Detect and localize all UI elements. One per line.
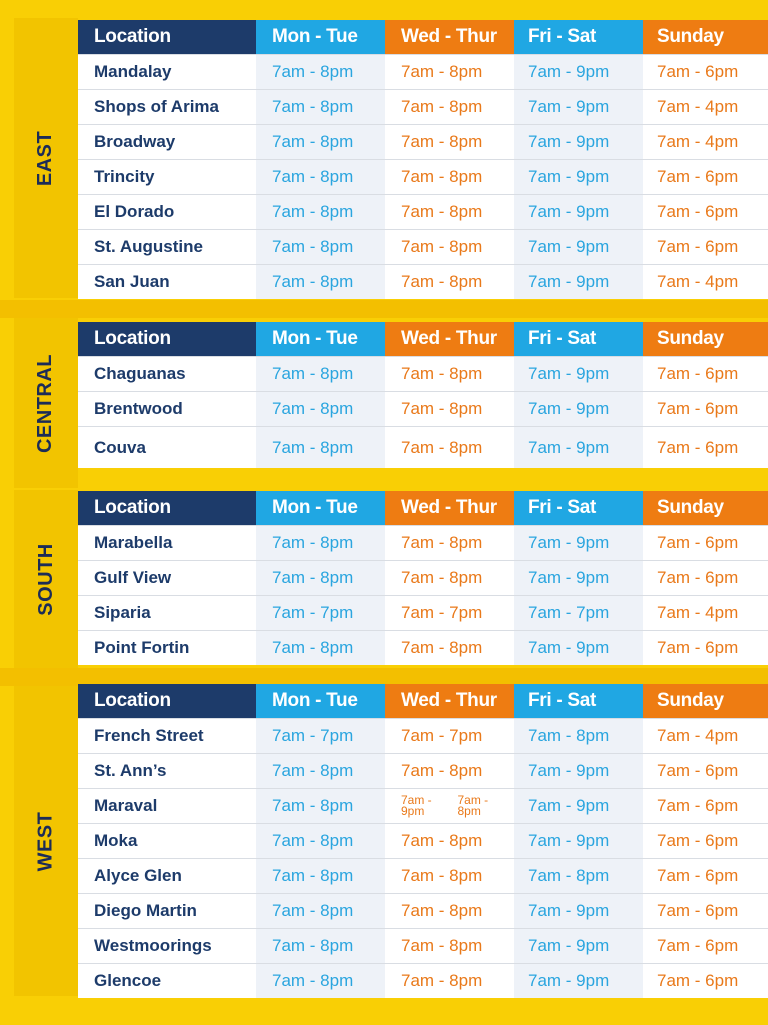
- hours-wed-thur: 7am - 8pm: [401, 364, 483, 383]
- hours-fri-sat: 7am - 8pm: [514, 719, 643, 753]
- table-row: [78, 391, 768, 426]
- header-wed-thur: Wed - Thur: [385, 491, 514, 525]
- region-label-west: [14, 686, 78, 996]
- hours-sunday: 7am - 6pm: [657, 831, 739, 850]
- location-name: French Street: [94, 726, 204, 745]
- hours-fri-sat: 7am - 9pm: [514, 789, 643, 823]
- hours-fri-sat: 7am - 9pm: [514, 427, 643, 468]
- region-label-text: WEST: [34, 811, 57, 871]
- table-row: [78, 753, 768, 788]
- hours-sunday: 7am - 6pm: [657, 866, 739, 885]
- hours-fri-sat: 7am - 9pm: [514, 357, 643, 391]
- header-fri-sat: Fri - Sat: [514, 20, 643, 54]
- hours-wed-thur: 7am - 8pm: [401, 901, 483, 920]
- hours-sunday: 7am - 6pm: [657, 568, 739, 587]
- hours-mon-tue: 7am - 8pm: [256, 526, 385, 560]
- location-name: El Dorado: [94, 202, 175, 221]
- table-row: [78, 928, 768, 963]
- header-fri-sat: Fri - Sat: [514, 322, 643, 356]
- location-name: Moka: [94, 831, 138, 850]
- hours-mon-tue: 7am - 8pm: [256, 631, 385, 665]
- region-label-text: EAST: [34, 130, 57, 186]
- hours-fri-sat: 7am - 9pm: [514, 964, 643, 998]
- hours-fri-sat: 7am - 9pm: [514, 526, 643, 560]
- hours-wed-thur: 7am - 8pm: [401, 568, 483, 587]
- hours-sunday: 7am - 4pm: [657, 132, 739, 151]
- hours-sunday: 7am - 6pm: [657, 533, 739, 552]
- schedule-table-east: [78, 20, 768, 299]
- hours-sunday: 7am - 6pm: [657, 62, 739, 81]
- schedule-table-central: [78, 322, 768, 468]
- header-location: Location: [78, 684, 256, 718]
- table-row: [78, 595, 768, 630]
- hours-mon-tue: 7am - 8pm: [256, 125, 385, 159]
- table-row: [78, 229, 768, 264]
- hours-mon-tue: 7am - 8pm: [256, 392, 385, 426]
- header-sunday: Sunday: [643, 491, 768, 525]
- hours-mon-tue: 7am - 8pm: [256, 964, 385, 998]
- hours-wed-thur-split: [385, 789, 514, 823]
- hours-sunday: 7am - 6pm: [657, 399, 739, 418]
- hours-fri-sat: 7am - 9pm: [514, 230, 643, 264]
- hours-fri-sat: 7am - 9pm: [514, 929, 643, 963]
- location-name: St. Augustine: [94, 237, 203, 256]
- location-name: Shops of Arima: [94, 97, 219, 116]
- location-name: Mandalay: [94, 62, 172, 81]
- hours-wed-thur: 7am - 8pm: [401, 971, 483, 990]
- hours-fri-sat: 7am - 9pm: [514, 160, 643, 194]
- hours-fri-sat: 7am - 9pm: [514, 195, 643, 229]
- hours-sunday: 7am - 6pm: [657, 364, 739, 383]
- region-label-central: [14, 318, 78, 488]
- header-fri-sat: Fri - Sat: [514, 491, 643, 525]
- table-row: [78, 264, 768, 299]
- table-row: [78, 159, 768, 194]
- hours-mon-tue: 7am - 8pm: [256, 230, 385, 264]
- hours-mon-tue: 7am - 8pm: [256, 90, 385, 124]
- table-row: [78, 124, 768, 159]
- header-location: Location: [78, 491, 256, 525]
- hours-wed-thur: 7am - 8pm: [401, 399, 483, 418]
- location-name: San Juan: [94, 272, 170, 291]
- hours-mon-tue: 7am - 8pm: [256, 427, 385, 468]
- table-row: [78, 525, 768, 560]
- table-row: [78, 858, 768, 893]
- hours-wed-thur: 7am - 8pm: [401, 167, 483, 186]
- hours-mon-tue: 7am - 8pm: [256, 894, 385, 928]
- location-name: Brentwood: [94, 399, 183, 418]
- hours-mon-tue: 7am - 7pm: [256, 596, 385, 630]
- background-band: [0, 300, 768, 318]
- location-name: Maraval: [94, 796, 158, 815]
- location-name: Marabella: [94, 533, 173, 552]
- hours-wed-thur: 7am - 8pm: [401, 866, 483, 885]
- hours-mon-tue: 7am - 8pm: [256, 357, 385, 391]
- header-mon-tue: Mon - Tue: [256, 20, 385, 54]
- header-mon-tue: Mon - Tue: [256, 684, 385, 718]
- schedule-table-south: [78, 491, 768, 665]
- table-row: [78, 718, 768, 753]
- hours-wed-thur: 7am - 8pm: [401, 132, 483, 151]
- hours-sunday: 7am - 6pm: [657, 796, 739, 815]
- hours-fri-sat: 7am - 7pm: [514, 596, 643, 630]
- hours-wed-thur: 7am - 7pm: [401, 603, 483, 622]
- table-row: [78, 630, 768, 665]
- region-label-text: CENTRAL: [34, 353, 57, 453]
- hours-sunday: 7am - 4pm: [657, 272, 739, 291]
- hours-sunday: 7am - 6pm: [657, 936, 739, 955]
- location-name: Couva: [94, 437, 146, 457]
- hours-sunday: 7am - 4pm: [657, 97, 739, 116]
- hours-wed-thur-second: 7am - 8pm: [457, 793, 489, 818]
- table-row: [78, 963, 768, 998]
- hours-sunday: 7am - 6pm: [657, 638, 739, 657]
- table-header: [78, 20, 768, 54]
- hours-mon-tue: 7am - 8pm: [256, 754, 385, 788]
- hours-fri-sat: 7am - 9pm: [514, 392, 643, 426]
- table-row: [78, 788, 768, 823]
- hours-sunday: 7am - 4pm: [657, 603, 739, 622]
- hours-mon-tue: 7am - 8pm: [256, 561, 385, 595]
- table-header: [78, 322, 768, 356]
- hours-mon-tue: 7am - 8pm: [256, 824, 385, 858]
- hours-sunday: 7am - 6pm: [657, 901, 739, 920]
- hours-fri-sat: 7am - 9pm: [514, 824, 643, 858]
- hours-mon-tue: 7am - 8pm: [256, 55, 385, 89]
- header-mon-tue: Mon - Tue: [256, 491, 385, 525]
- hours-fri-sat: 7am - 9pm: [514, 561, 643, 595]
- hours-mon-tue: 7am - 8pm: [256, 859, 385, 893]
- header-sunday: Sunday: [643, 20, 768, 54]
- location-name: Gulf View: [94, 568, 172, 587]
- header-wed-thur: Wed - Thur: [385, 20, 514, 54]
- header-fri-sat: Fri - Sat: [514, 684, 643, 718]
- table-header: [78, 491, 768, 525]
- table-header: [78, 684, 768, 718]
- location-name: Broadway: [94, 132, 176, 151]
- table-row: [78, 426, 768, 468]
- region-label-south: [14, 490, 78, 668]
- hours-fri-sat: 7am - 9pm: [514, 125, 643, 159]
- table-row: [78, 823, 768, 858]
- hours-fri-sat: 7am - 8pm: [514, 859, 643, 893]
- hours-wed-thur: 7am - 8pm: [401, 936, 483, 955]
- location-name: Chaguanas: [94, 364, 186, 383]
- hours-wed-thur: 7am - 8pm: [401, 97, 483, 116]
- schedule-table-west: [78, 684, 768, 998]
- hours-fri-sat: 7am - 9pm: [514, 90, 643, 124]
- location-name: Diego Martin: [94, 901, 197, 920]
- hours-wed-thur-first: 7am - 9pm: [401, 793, 432, 818]
- location-name: Alyce Glen: [94, 866, 182, 885]
- hours-wed-thur: 7am - 8pm: [401, 62, 483, 81]
- hours-wed-thur: 7am - 8pm: [401, 638, 483, 657]
- header-wed-thur: Wed - Thur: [385, 322, 514, 356]
- header-mon-tue: Mon - Tue: [256, 322, 385, 356]
- region-label-text: SOUTH: [34, 542, 57, 616]
- hours-sunday: 7am - 6pm: [657, 202, 739, 221]
- hours-fri-sat: 7am - 9pm: [514, 894, 643, 928]
- location-name: Glencoe: [94, 971, 162, 990]
- hours-wed-thur: 7am - 8pm: [401, 831, 483, 850]
- hours-wed-thur: 7am - 8pm: [401, 533, 483, 552]
- hours-fri-sat: 7am - 9pm: [514, 754, 643, 788]
- hours-mon-tue: 7am - 7pm: [256, 719, 385, 753]
- hours-mon-tue: 7am - 8pm: [256, 195, 385, 229]
- table-row: [78, 893, 768, 928]
- hours-wed-thur: 7am - 7pm: [401, 726, 483, 745]
- table-row: [78, 560, 768, 595]
- hours-wed-thur: 7am - 8pm: [401, 237, 483, 256]
- header-location: Location: [78, 322, 256, 356]
- region-label-east: [14, 18, 78, 298]
- hours-fri-sat: 7am - 9pm: [514, 55, 643, 89]
- table-row: [78, 89, 768, 124]
- location-name: Westmoorings: [94, 936, 212, 955]
- hours-sunday: 7am - 6pm: [657, 761, 739, 780]
- location-name: Point Fortin: [94, 638, 190, 657]
- hours-mon-tue: 7am - 8pm: [256, 265, 385, 299]
- table-row: [78, 356, 768, 391]
- header-sunday: Sunday: [643, 322, 768, 356]
- hours-sunday: 7am - 6pm: [657, 971, 739, 990]
- hours-fri-sat: 7am - 9pm: [514, 631, 643, 665]
- header-location: Location: [78, 20, 256, 54]
- hours-wed-thur: 7am - 8pm: [401, 272, 483, 291]
- hours-mon-tue: 7am - 8pm: [256, 929, 385, 963]
- hours-sunday: 7am - 6pm: [657, 237, 739, 256]
- hours-mon-tue: 7am - 8pm: [256, 160, 385, 194]
- header-sunday: Sunday: [643, 684, 768, 718]
- hours-wed-thur: 7am - 8pm: [401, 437, 483, 457]
- hours-fri-sat: 7am - 9pm: [514, 265, 643, 299]
- location-name: St. Ann’s: [94, 761, 167, 780]
- hours-wed-thur: 7am - 8pm: [401, 202, 483, 221]
- location-name: Trincity: [94, 167, 155, 186]
- hours-sunday: 7am - 6pm: [657, 437, 739, 457]
- header-wed-thur: Wed - Thur: [385, 684, 514, 718]
- table-row: [78, 54, 768, 89]
- location-name: Siparia: [94, 603, 151, 622]
- table-row: [78, 194, 768, 229]
- hours-wed-thur: 7am - 8pm: [401, 761, 483, 780]
- hours-sunday: 7am - 6pm: [657, 167, 739, 186]
- hours-mon-tue: 7am - 8pm: [256, 789, 385, 823]
- hours-sunday: 7am - 4pm: [657, 726, 739, 745]
